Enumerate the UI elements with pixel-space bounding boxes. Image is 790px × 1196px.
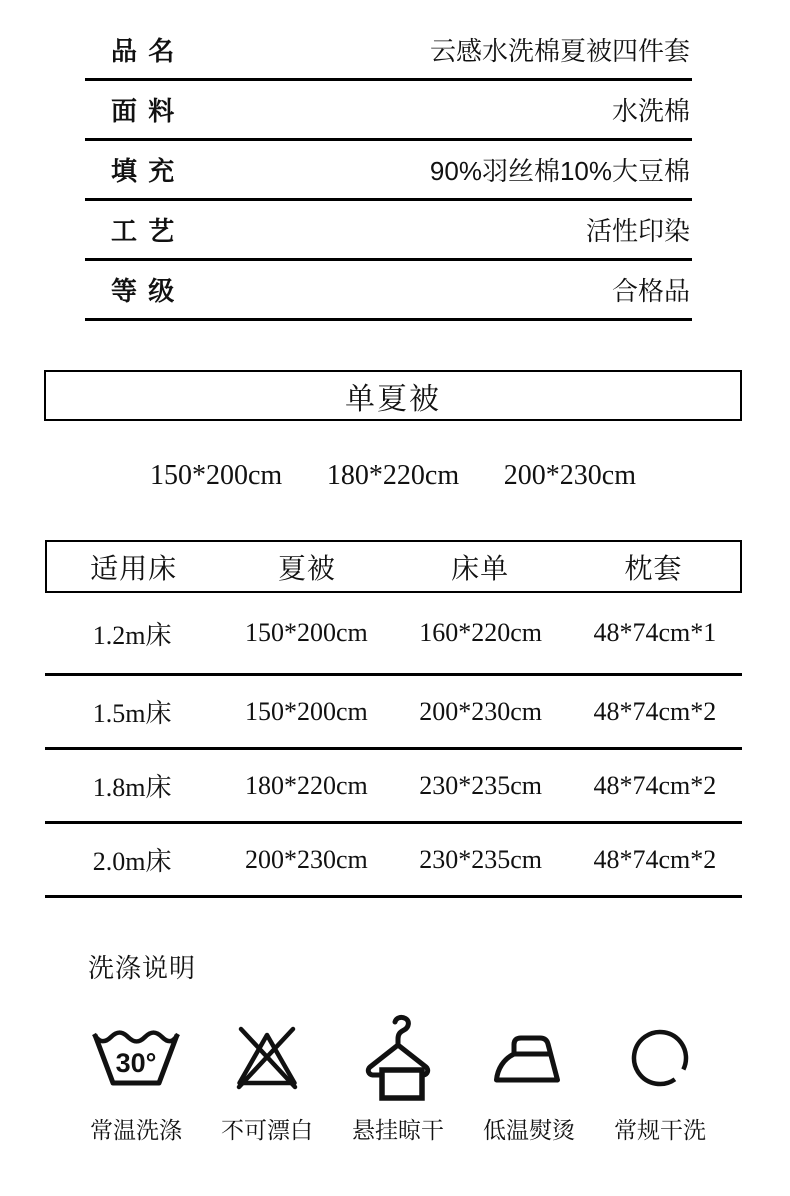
- cell-bed: 1.2m床: [92, 620, 172, 650]
- spec-value: 水洗棉: [611, 96, 690, 126]
- cell-quilt: 150*200cm: [244, 696, 368, 726]
- cell-sheet: 230*235cm: [419, 844, 542, 874]
- spec-row-product-name: [85, 21, 692, 81]
- cell-bed: 1.8m床: [92, 773, 172, 802]
- bed-size-table: [45, 540, 742, 898]
- no-bleach-icon: [228, 1018, 306, 1098]
- cell-sheet: 230*235cm: [419, 770, 542, 800]
- quilt-size: 150*200cm: [150, 460, 283, 491]
- size-table-header: [45, 540, 742, 593]
- column-header-bed: 适用床: [90, 553, 178, 585]
- spec-row-fabric: [85, 81, 692, 141]
- quilt-size: 180*220cm: [326, 460, 460, 491]
- care-label: 不可漂白: [221, 1118, 313, 1143]
- spec-label: 填 充: [111, 156, 177, 186]
- spec-row-craft: [85, 201, 692, 261]
- spec-row-grade: [85, 261, 692, 321]
- cell-pillowcase: 48*74cm*2: [593, 770, 717, 800]
- wash-tub-30-icon: [90, 1018, 182, 1098]
- table-row: [45, 750, 742, 824]
- cell-sheet: 200*230cm: [419, 696, 542, 726]
- cell-bed: 1.5m床: [92, 699, 172, 728]
- care-item-dry-clean: [604, 1018, 716, 1145]
- spec-label: 工 艺: [111, 216, 177, 246]
- spec-value: 活性印染: [585, 216, 690, 246]
- cell-sheet: 160*220cm: [419, 618, 542, 647]
- cell-pillowcase: 48*74cm*1: [593, 618, 717, 647]
- quilt-sizes-row: [150, 460, 636, 492]
- care-item-no-bleach: [211, 1018, 323, 1145]
- table-row: [45, 824, 742, 898]
- care-item-iron: [473, 1018, 585, 1145]
- care-item-wash: [80, 1018, 192, 1145]
- spec-value: 90%羽丝棉10%大豆棉: [429, 156, 690, 186]
- care-icons-row: [80, 1018, 716, 1145]
- dry-clean-icon: [628, 1018, 692, 1098]
- cell-pillowcase: 48*74cm*2: [593, 844, 717, 874]
- care-label: 低温熨烫: [483, 1118, 575, 1143]
- spec-label: 面 料: [111, 96, 177, 126]
- care-label: 悬挂晾干: [352, 1118, 444, 1143]
- spec-value: 云感水洗棉夏被四件套: [429, 36, 690, 66]
- hang-dry-icon: [358, 1018, 438, 1098]
- quilt-title: 单夏被: [345, 382, 441, 416]
- care-item-hang-dry: [342, 1018, 454, 1145]
- care-label: 常温洗涤: [90, 1118, 182, 1143]
- care-label: 常规干洗: [614, 1118, 706, 1143]
- spec-label: 等 级: [111, 276, 177, 306]
- cell-quilt: 180*220cm: [244, 770, 368, 800]
- column-header-quilt: 夏被: [277, 553, 336, 585]
- quilt-title-box: [44, 370, 742, 421]
- spec-row-filling: [85, 141, 692, 201]
- wash-temp-label: 30°: [115, 1048, 157, 1078]
- cell-quilt: 150*200cm: [244, 618, 368, 647]
- column-header-pillowcase: 枕套: [624, 553, 683, 585]
- care-section-title: 洗涤说明: [88, 954, 197, 983]
- table-row: [45, 676, 742, 750]
- cell-bed: 2.0m床: [92, 847, 172, 876]
- iron-low-icon: [489, 1018, 569, 1098]
- cell-pillowcase: 48*74cm*2: [593, 696, 717, 726]
- spec-label: 品 名: [111, 36, 177, 66]
- spec-value: 合格品: [611, 276, 690, 306]
- table-row: [45, 593, 742, 676]
- product-spec-table: [85, 0, 692, 321]
- cell-quilt: 200*230cm: [244, 844, 368, 874]
- column-header-sheet: 床单: [451, 553, 510, 585]
- quilt-size: 200*230cm: [503, 460, 636, 491]
